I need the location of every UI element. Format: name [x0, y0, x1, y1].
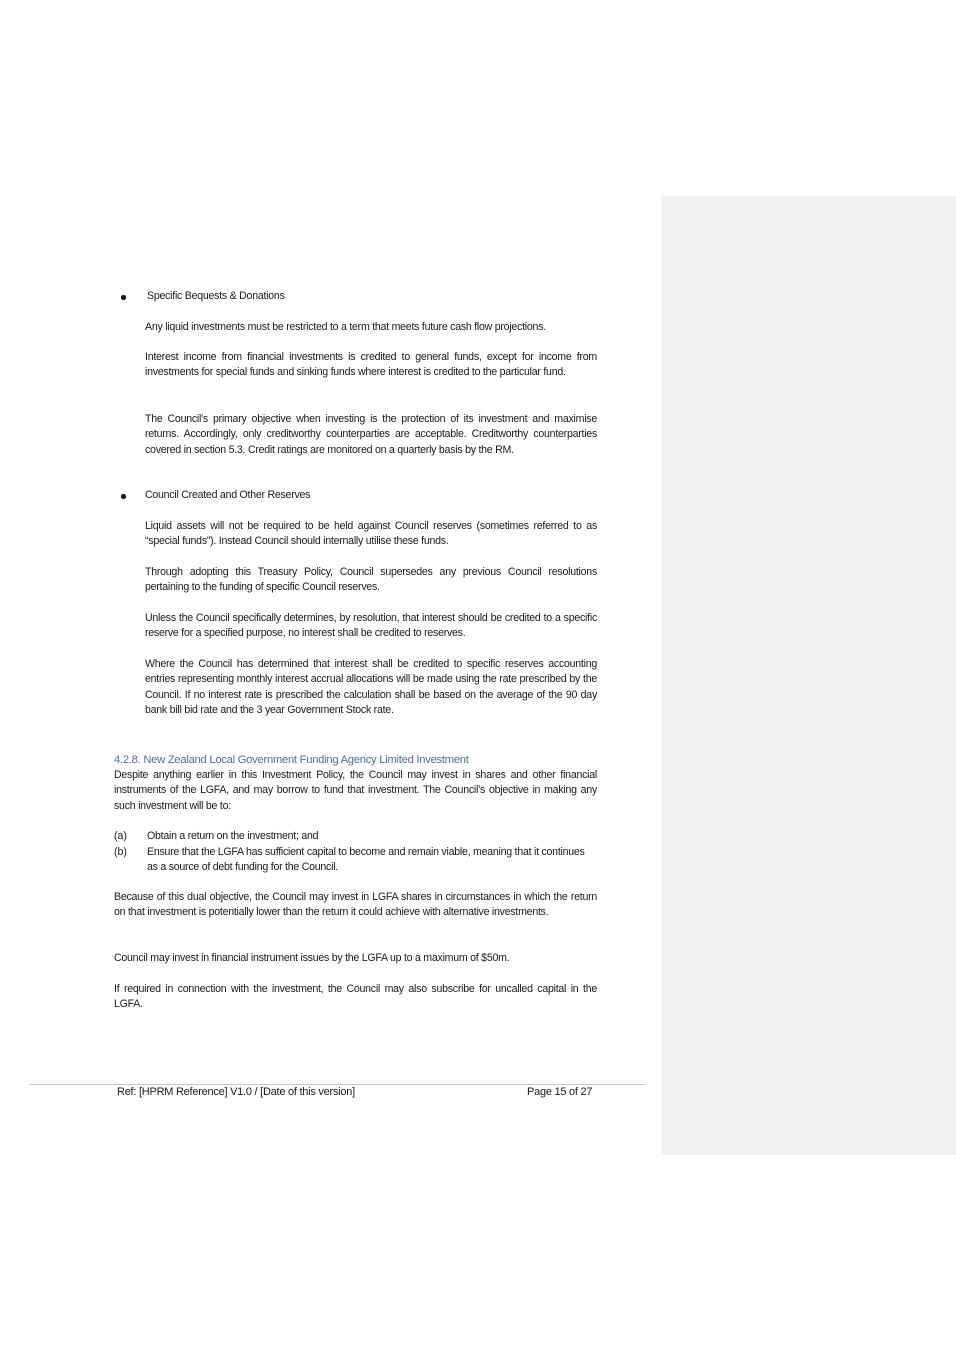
- list-item-text: Ensure that the LGFA has sufficient capital to become and remain viable, meaning that it continues as a source of debt funding for the Council.: [147, 846, 585, 874]
- list-item-text: Obtain a return on the investment; and: [147, 830, 319, 842]
- paragraph-dual-objective: Because of this dual objective, the Council may invest in LGFA shares in circumstances in which the return on that investment is potentially lower than the return it could achieve with alternative investments.: [114, 891, 597, 919]
- footer-reference: Ref: [HPRM Reference] V1.0 / [Date of this version]: [117, 1086, 355, 1098]
- paragraph-interest-income: Interest income from financial investments is credited to general funds, except for income from investments for special funds and sinking funds where interest is credited to the particular fund.: [145, 351, 597, 379]
- paragraph-primary-objective: The Council's primary objective when investing is the protection of its investment and maximise returns. Accordingly, only creditworthy counterparties are acceptable. Creditworthy counterparties covered in section 5.3. Credit ratings are monitored on a quarterly basis by the RM.: [145, 413, 597, 456]
- bullet-marker: [121, 295, 126, 300]
- paragraph-interest-rate-calculation: Where the Council has determined that interest shall be credited to specific reserves accounting entries representing monthly interest accrual allocations will be made using the rate prescribed by the Council. If no interest rate is prescribed the calculation shall be based on the average of the 90 day bank bill bid rate and the 3 year Government Stock rate.: [145, 658, 597, 716]
- bullet-item-specific-bequests: Specific Bequests & Donations: [147, 290, 285, 302]
- paragraph-uncalled-capital: If required in connection with the investment, the Council may also subscribe for uncalled capital in the LGFA.: [114, 983, 597, 1011]
- bullet-item-council-reserves: Council Created and Other Reserves: [145, 489, 311, 501]
- section-heading: 4.2.8. New Zealand Local Government Funding Agency Limited Investment: [114, 754, 469, 766]
- footer-page-number: Page 15 of 27: [527, 1086, 593, 1098]
- paragraph-maximum-investment: Council may invest in financial instrument issues by the LGFA up to a maximum of $50m.: [114, 952, 510, 964]
- paragraph-treasury-policy: Through adopting this Treasury Policy, Council supersedes any previous Council resolutions pertaining to the funding of specific Council reserves.: [145, 566, 597, 594]
- comment-pane: [661, 196, 956, 1155]
- bullet-marker: [121, 494, 126, 499]
- list-item-label: (b): [114, 846, 127, 858]
- paragraph-liquid-assets-reserves: Liquid assets will not be required to be held against Council reserves (sometimes referred to as “special funds”). Instead Council should internally utilise these funds.: [145, 520, 597, 548]
- paragraph-interest-credited: Unless the Council specifically determines, by resolution, that interest should be credited to a specific reserve for a specified purpose, no interest shall be credited to reserves.: [145, 612, 597, 640]
- list-item-label: (a): [114, 830, 127, 842]
- paragraph-liquid-investments-term: Any liquid investments must be restricted to a term that meets future cash flow projections.: [145, 321, 546, 333]
- paragraph-lgfa-intro: Despite anything earlier in this Investment Policy, the Council may invest in shares and other financial instruments of the LGFA, and may borrow to fund that investment. The Council’s objective in making any such investment will be to:: [114, 769, 597, 812]
